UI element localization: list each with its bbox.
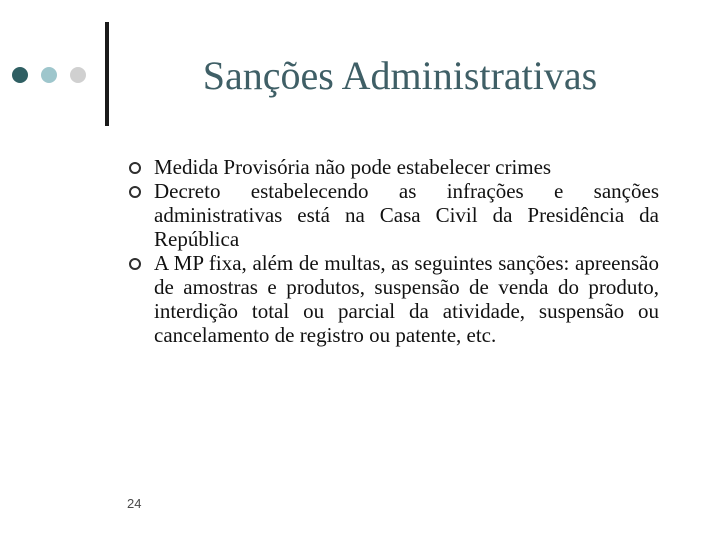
title-divider bbox=[105, 22, 109, 126]
bullet-text: Decreto estabelecendo as infrações e sanções administrativas está na Casa Civil da Presidência da República bbox=[154, 179, 659, 251]
bullet-list bbox=[126, 155, 659, 347]
dot-light-icon bbox=[41, 67, 57, 83]
bullet-item bbox=[126, 179, 659, 251]
bullet-text: A MP fixa, além de multas, as seguintes sanções: apreensão de amostras e produtos, suspensão de venda do produto, interdição total ou parcial da atividade, suspensão ou cancelamento de registro ou patente, etc. bbox=[154, 251, 659, 347]
dot-gray-icon bbox=[70, 67, 86, 83]
bullet-text: Medida Provisória não pode estabelecer crimes bbox=[154, 155, 552, 179]
hollow-circle-bullet-icon bbox=[129, 186, 141, 198]
decorative-dots bbox=[12, 67, 92, 83]
dot-dark-icon bbox=[12, 67, 28, 83]
slide-title: Sanções Administrativas bbox=[202, 53, 598, 98]
bullet-item bbox=[126, 251, 659, 347]
hollow-circle-bullet-icon bbox=[129, 258, 141, 270]
page-number: 24 bbox=[127, 496, 142, 511]
hollow-circle-bullet-icon bbox=[129, 162, 141, 174]
bullet-item bbox=[126, 155, 659, 179]
